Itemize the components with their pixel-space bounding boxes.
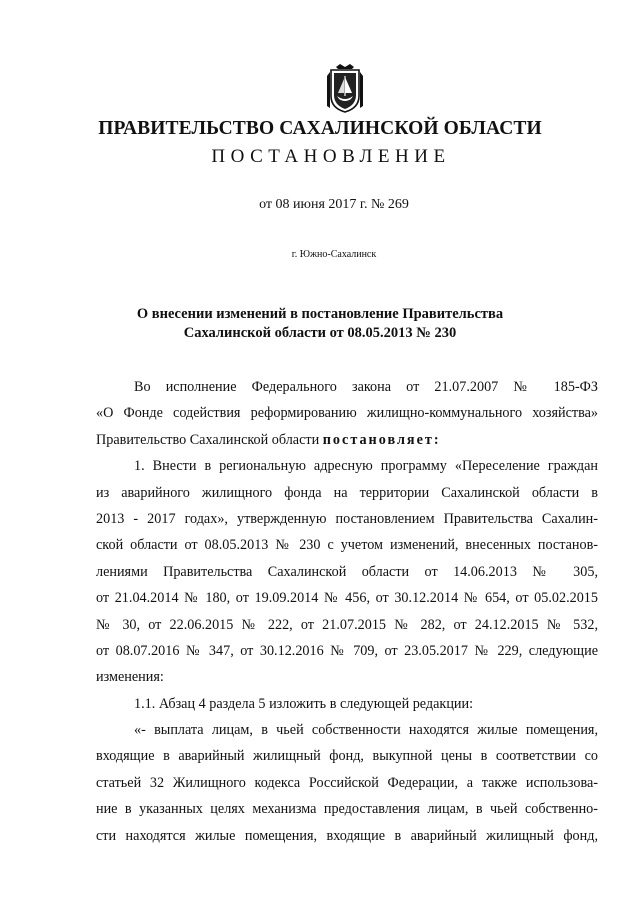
text-line: 2013 - 2017 годах», утвержденную постановлением Правительства Сахалин-	[96, 510, 598, 527]
text-line: 1. Внести в региональную адресную программу «Переселение граждан	[134, 458, 598, 475]
text-fragment: Правительство Сахалинской области	[96, 431, 323, 448]
text-line: статьей 32 Жилищного кодекса Российской Федерации, а также использова-	[96, 774, 598, 791]
text-line: из аварийного жилищного фонда на территории Сахалинской области в	[96, 484, 598, 501]
text-line: 1.1. Абзац 4 раздела 5 изложить в следующей редакции:	[134, 695, 474, 712]
document-type: ПОСТАНОВЛЕНИЕ	[211, 146, 451, 167]
document-body	[96, 374, 598, 849]
government-title: ПРАВИТЕЛЬСТВО САХАЛИНСКОЙ ОБЛАСТИ	[98, 118, 542, 139]
text-line: от 21.04.2014 № 180, от 19.09.2014 № 456, от 30.12.2014 № 654, от 05.02.2015	[96, 590, 598, 607]
text-line: сти находятся жилые помещения, входящие в аварийный жилищный фонд,	[96, 827, 598, 844]
coat-of-arms-emblem-icon	[322, 62, 368, 114]
text-line: ской области от 08.05.2013 № 230 с учетом изменений, внесенных постанов-	[96, 537, 598, 554]
text-line: № 30, от 22.06.2015 № 222, от 21.07.2015 № 282, от 24.12.2015 № 532,	[96, 616, 598, 633]
text-line: от 08.07.2016 № 347, от 30.12.2016 № 709, от 23.05.2017 № 229, следующие	[96, 642, 598, 659]
city-name: г. Южно-Сахалинск	[291, 249, 377, 260]
subject-line: О внесении изменений в постановление Правительства	[136, 306, 504, 322]
text-line: лениями Правительства Сахалинской области от 14.06.2013 № 305,	[96, 563, 598, 580]
text-line: изменения:	[96, 669, 164, 686]
text-line: входящие в аварийный жилищный фонд, выкупной цены в соответствии со	[96, 748, 598, 765]
text-line: «О Фонде содействия реформированию жилищно-коммунального хозяйства»	[96, 405, 598, 422]
text-line	[96, 427, 598, 453]
text-line: ние в указанных целях механизма предоставления лицам, в чьей собственно-	[96, 801, 598, 818]
text-line: «- выплата лицам, в чьей собственности находятся жилые помещения,	[134, 722, 598, 739]
document-date-number: от 08 июня 2017 г. № 269	[259, 197, 409, 212]
text-line: Во исполнение Федерального закона от 21.07.2007 № 185-ФЗ	[134, 379, 598, 395]
document-subject	[0, 305, 640, 343]
decree-keyword: постановляет:	[322, 431, 441, 448]
subject-line: Сахалинской области от 08.05.2013 № 230	[183, 325, 457, 341]
